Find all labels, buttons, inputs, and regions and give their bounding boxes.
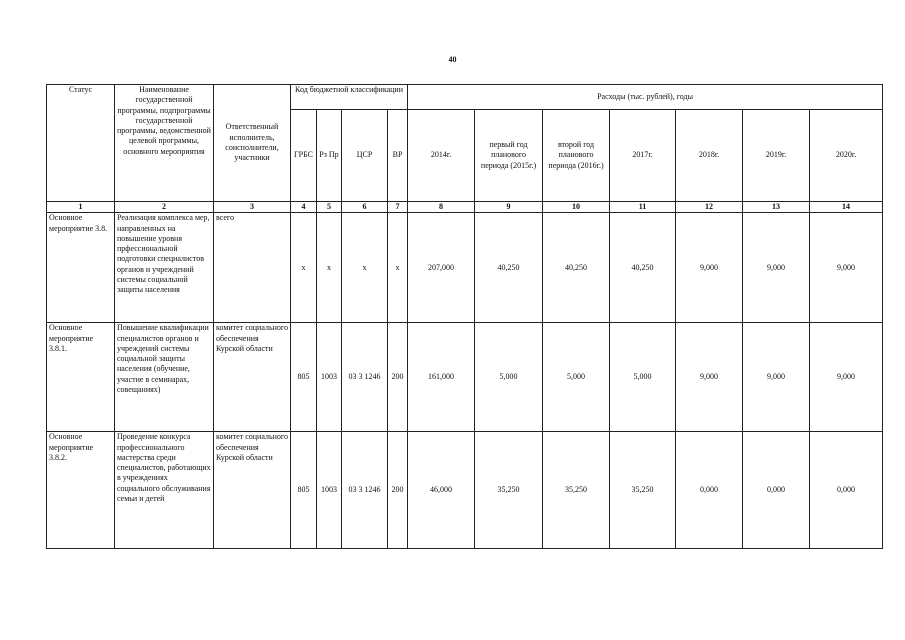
header-responsible: Ответственный исполнитель, соисполнители, участники	[214, 85, 291, 202]
header-name: Наименование государственной программы, подпрограммы государственной программы, ведомственной целевой программы, основного мероприятия	[115, 85, 214, 202]
row-csr: 03 3 1246	[342, 323, 388, 432]
row-name: Реализация комплекса мер, направленных на повышение уровня прфессиональной подготовки специалистов органов и учреждений системы социальной защиты населения	[115, 213, 214, 323]
row-value-2017: 40,250	[610, 213, 676, 323]
row-value-2015: 35,250	[475, 432, 543, 549]
header-budget-code: Код бюджетной классификации	[291, 85, 408, 110]
table-row	[47, 323, 883, 432]
row-csr: х	[342, 213, 388, 323]
row-value-2017: 5,000	[610, 323, 676, 432]
col-number: 10	[543, 202, 610, 213]
row-name: Повышение квалификации специалистов органов и учреждений системы социальной защиты населения (обучение, участие в семинарах, совещаниях)	[115, 323, 214, 432]
row-value-2020: 0,000	[810, 432, 883, 549]
header-row-1	[47, 85, 883, 110]
row-vr: х	[388, 213, 408, 323]
col-number: 4	[291, 202, 317, 213]
header-2014: 2014г.	[408, 110, 475, 202]
row-value-2018: 9,000	[676, 213, 743, 323]
header-2016: второй год планового периода (2016г.)	[543, 110, 610, 202]
header-rzpr: Рз Пр	[317, 110, 342, 202]
row-value-2020: 9,000	[810, 323, 883, 432]
row-value-2016: 5,000	[543, 323, 610, 432]
header-grbs: ГРБС	[291, 110, 317, 202]
header-2015: первый год планового периода (2015г.)	[475, 110, 543, 202]
row-value-2019: 9,000	[743, 213, 810, 323]
row-value-2020: 9,000	[810, 213, 883, 323]
row-grbs: 805	[291, 323, 317, 432]
row-value-2014: 46,000	[408, 432, 475, 549]
header-status: Статус	[47, 85, 115, 202]
row-vr: 200	[388, 323, 408, 432]
row-value-2018: 0,000	[676, 432, 743, 549]
col-number: 3	[214, 202, 291, 213]
row-value-2019: 9,000	[743, 323, 810, 432]
row-value-2015: 5,000	[475, 323, 543, 432]
row-responsible: комитет социального обеспечения Курской области	[214, 432, 291, 549]
col-number: 2	[115, 202, 214, 213]
col-number: 1	[47, 202, 115, 213]
col-number: 6	[342, 202, 388, 213]
row-value-2019: 0,000	[743, 432, 810, 549]
table-row	[47, 213, 883, 323]
row-value-2016: 40,250	[543, 213, 610, 323]
row-rzpr: 1003	[317, 432, 342, 549]
budget-table	[46, 84, 883, 549]
col-number: 7	[388, 202, 408, 213]
row-name: Проведение конкурса профессионального мастерства среди специалистов, работающих в учреждениях социального обслуживания семьи и детей	[115, 432, 214, 549]
row-status: Основное мероприятие 3.8.2.	[47, 432, 115, 549]
row-rzpr: 1003	[317, 323, 342, 432]
header-csr: ЦСР	[342, 110, 388, 202]
row-grbs: 805	[291, 432, 317, 549]
row-status: Основное мероприятие 3.8.	[47, 213, 115, 323]
row-rzpr: х	[317, 213, 342, 323]
row-value-2015: 40,250	[475, 213, 543, 323]
header-2018: 2018г.	[676, 110, 743, 202]
row-grbs: х	[291, 213, 317, 323]
table-row	[47, 432, 883, 549]
row-responsible: комитет социального обеспечения Курской области	[214, 323, 291, 432]
column-numbers-row	[47, 202, 883, 213]
row-vr: 200	[388, 432, 408, 549]
col-number: 11	[610, 202, 676, 213]
row-responsible: всего	[214, 213, 291, 323]
col-number: 9	[475, 202, 543, 213]
row-csr: 03 3 1246	[342, 432, 388, 549]
row-value-2018: 9,000	[676, 323, 743, 432]
col-number: 12	[676, 202, 743, 213]
row-value-2014: 161,000	[408, 323, 475, 432]
header-2017: 2017г.	[610, 110, 676, 202]
col-number: 5	[317, 202, 342, 213]
col-number: 13	[743, 202, 810, 213]
header-2019: 2019г.	[743, 110, 810, 202]
row-value-2014: 207,000	[408, 213, 475, 323]
row-value-2017: 35,250	[610, 432, 676, 549]
page-number: 40	[448, 55, 457, 64]
header-2020: 2020г.	[810, 110, 883, 202]
col-number: 14	[810, 202, 883, 213]
col-number: 8	[408, 202, 475, 213]
row-value-2016: 35,250	[543, 432, 610, 549]
header-vr: ВР	[388, 110, 408, 202]
header-expenses: Расходы (тыс. рублей), годы	[408, 85, 883, 110]
row-status: Основное мероприятие 3.8.1.	[47, 323, 115, 432]
